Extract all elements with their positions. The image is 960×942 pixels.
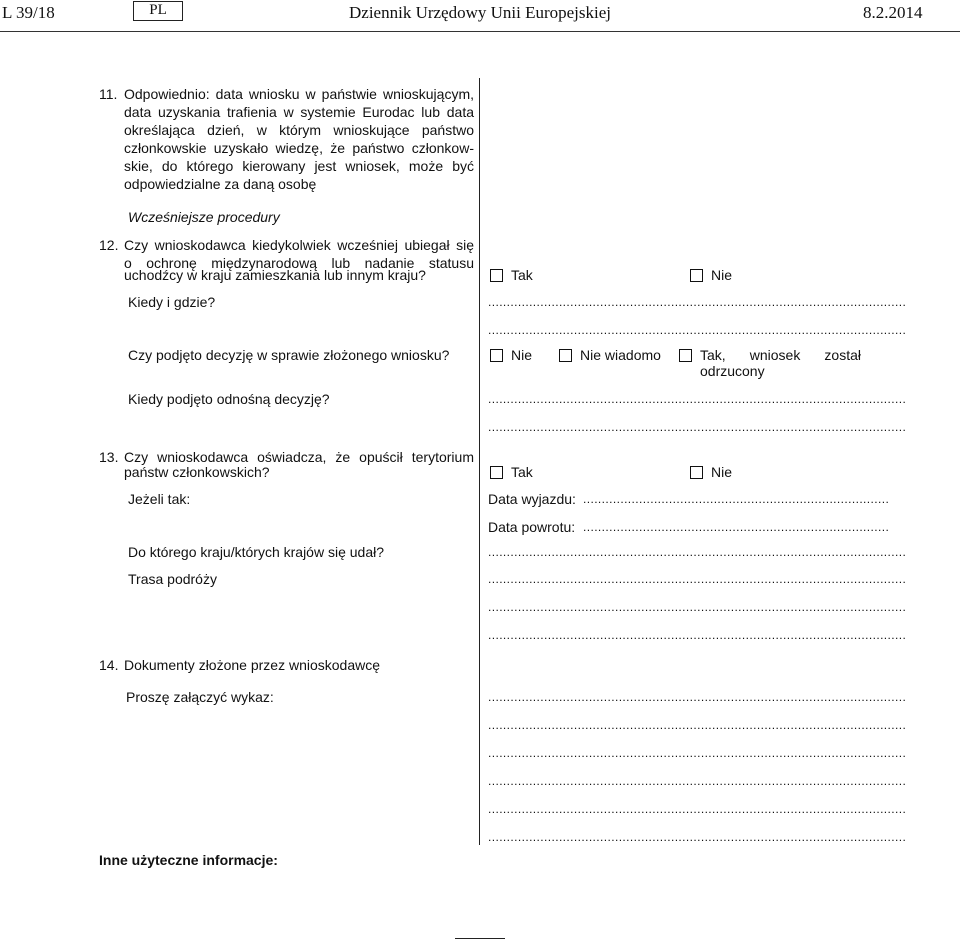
- q12-line-2: o ochronę międzynarodową lub nadanie statusu: [124, 255, 474, 271]
- q13-route-line-2[interactable]: ................................................................................................................: [488, 600, 907, 614]
- q12-no-label: Nie: [711, 267, 733, 283]
- q12-decision-no-label: Nie: [511, 347, 533, 363]
- q12-line-3: uchodźcy w kraju zamieszkania lub innym kraju?: [124, 267, 426, 283]
- q14-attach-label: Proszę załączyć wykaz:: [126, 689, 274, 705]
- q12-decision-unknown-label: Nie wiadomo: [580, 347, 661, 363]
- q14-doc-line-1[interactable]: ................................................................................................................: [488, 690, 907, 704]
- q12-when-where-label: Kiedy i gdzie?: [128, 294, 216, 310]
- q12-number: 12.: [99, 237, 119, 253]
- q13-no-checkbox[interactable]: [690, 466, 703, 479]
- q12-decision-date-line-2[interactable]: ................................................................................................................: [488, 420, 907, 434]
- journal-title: Dziennik Urzędowy Unii Europejskiej: [349, 3, 612, 22]
- page-number: L 39/18: [2, 3, 55, 22]
- q13-line-1: Czy wnioskodawca oświadcza, że opuścił terytorium: [124, 449, 474, 465]
- q13-line-2: państw członkowskich?: [124, 464, 270, 480]
- q13-yes-checkbox[interactable]: [490, 466, 503, 479]
- q14-number: 14.: [99, 657, 119, 673]
- section-title: Wcześniejsze procedury: [128, 209, 280, 225]
- q12-decision-unknown-checkbox[interactable]: [559, 349, 572, 362]
- q13-countries-label: Do którego kraju/których krajów się udał?: [128, 544, 385, 560]
- q11-number: 11.: [99, 86, 118, 102]
- q12-line-1: Czy wnioskodawca kiedykolwiek wcześniej ubiegał się: [124, 237, 474, 253]
- q13-route-label: Trasa podróży: [128, 571, 217, 587]
- q12-no-checkbox[interactable]: [690, 269, 703, 282]
- q11-line-1: Odpowiednio: data wniosku w państwie wnioskującym,: [124, 86, 474, 102]
- q12-yes-checkbox[interactable]: [490, 269, 503, 282]
- departure-date-field[interactable]: ..................................................................................: [583, 492, 890, 506]
- q13-route-line-3[interactable]: ................................................................................................................: [488, 628, 907, 642]
- other-info-label: Inne użyteczne informacje:: [99, 852, 278, 868]
- header-rule: [0, 31, 960, 32]
- q11-line-3: określająca dzień, w którym wnioskujące państwo: [124, 122, 474, 138]
- q11-line-2: data uzyskania trafienia w systemie Eurodac lub data: [124, 104, 474, 120]
- q12-decision-date-label: Kiedy podjęto odnośną decyzję?: [128, 391, 330, 407]
- q13-no-label: Nie: [711, 464, 733, 480]
- q13-number: 13.: [99, 449, 119, 465]
- q14-doc-line-4[interactable]: ................................................................................................................: [488, 774, 907, 788]
- q14-doc-line-3[interactable]: ................................................................................................................: [488, 746, 907, 760]
- q12-decision-rejected-checkbox[interactable]: [679, 349, 692, 362]
- q12-decision-rejected-label-2: odrzucony: [700, 363, 765, 379]
- departure-date-label: Data wyjazdu:: [488, 491, 576, 507]
- q12-decision-no-checkbox[interactable]: [490, 349, 503, 362]
- q12-decision-rejected-label-1: Tak, wniosek został: [700, 347, 861, 363]
- return-date-field[interactable]: ..................................................................................: [583, 520, 890, 534]
- page-header: [0, 0, 960, 31]
- q12-yes-label: Tak: [511, 267, 533, 283]
- q14-doc-line-6[interactable]: ................................................................................................................: [488, 830, 907, 844]
- q13-if-yes-label: Jeżeli tak:: [128, 491, 191, 507]
- q11-line-5: skie, do którego kierowany jest wniosek, może być: [124, 158, 474, 174]
- language-badge: PL: [133, 1, 183, 21]
- q14-doc-line-2[interactable]: ................................................................................................................: [488, 718, 907, 732]
- q12-decision-date-line-1[interactable]: ................................................................................................................: [488, 392, 907, 406]
- q14-doc-line-5[interactable]: ................................................................................................................: [488, 802, 907, 816]
- q13-yes-label: Tak: [511, 464, 533, 480]
- q14-title: Dokumenty złożone przez wnioskodawcę: [124, 657, 381, 673]
- return-date-label: Data powrotu:: [488, 519, 576, 535]
- publication-date: 8.2.2014: [863, 3, 923, 22]
- q11-line-6: odpowiedzialne za daną osobę: [124, 176, 317, 192]
- footer-rule: [455, 938, 505, 939]
- q12-when-where-line-1[interactable]: ................................................................................................................: [488, 295, 907, 309]
- q12-decision-question: Czy podjęto decyzję w sprawie złożonego wniosku?: [128, 347, 450, 363]
- q13-route-line-1[interactable]: ................................................................................................................: [488, 572, 907, 586]
- column-divider: [479, 78, 480, 845]
- q13-countries-field[interactable]: ................................................................................................................: [488, 545, 907, 559]
- q12-when-where-line-2[interactable]: ................................................................................................................: [488, 323, 907, 337]
- q11-line-4: członkowskie uzyskało wiedzę, że państwo członkow-: [124, 140, 474, 156]
